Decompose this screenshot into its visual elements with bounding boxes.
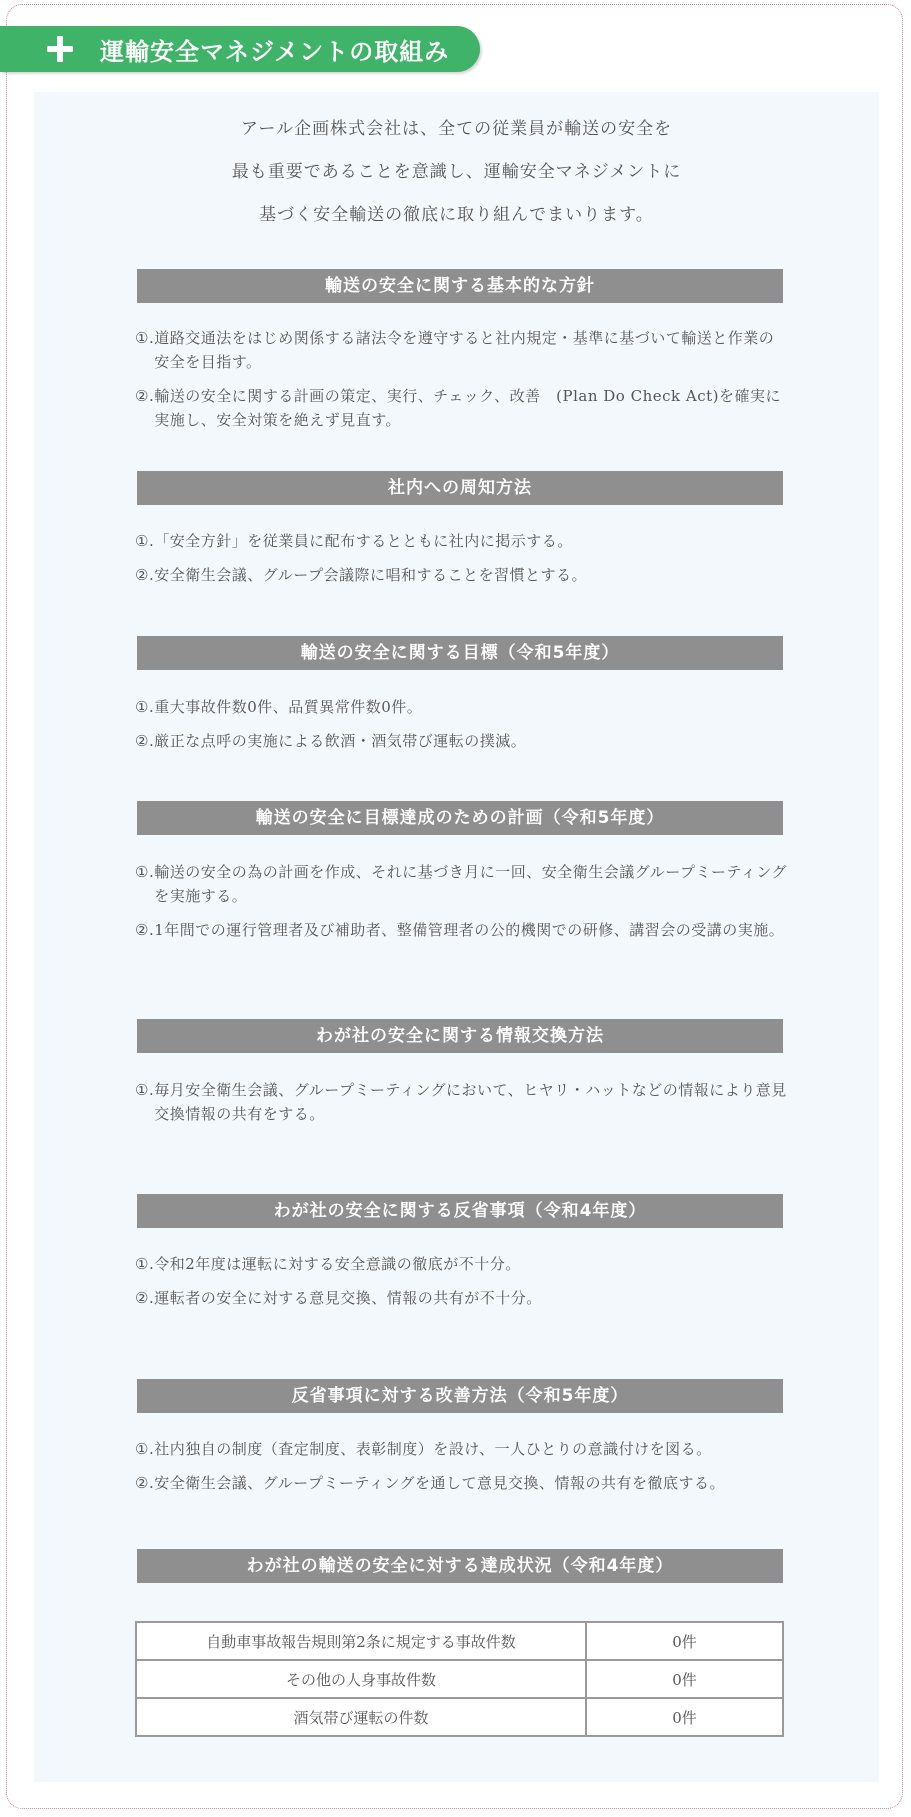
item-number: ①. [135,1081,155,1099]
section-heading: 社内への周知方法 [137,471,783,505]
item-number: ②. [135,732,155,750]
item-text: 運転者の安全に対する意見交換、情報の共有が不十分。 [154,1289,542,1307]
item-number: ①. [135,1255,155,1273]
list-item [135,384,789,432]
item-text: 道路交通法をはじめ関係する諸法令を遵守すると社内規定・基準に基づいて輸送と作業の安全を目指す。 [154,329,775,371]
section-heading: 輸送の安全に目標達成のための計画（令和5年度） [137,801,783,835]
list-item [135,1252,789,1276]
item-number: ②. [135,1474,155,1492]
list-item [135,729,789,753]
section-item-list [135,1437,789,1505]
section-title-tab [0,26,480,72]
item-text: 輸送の安全に関する計画の策定、実行、チェック、改善 (Plan Do Check Act)を確実に実施し、安全対策を絶えず見直す。 [154,387,781,429]
list-item [135,1437,789,1461]
table-cell-value: 0件 [586,1622,783,1660]
section-heading: わが社の安全に関する反省事項（令和4年度） [137,1194,783,1228]
list-item [135,1286,789,1310]
intro-statement [34,108,879,237]
section-item-list [135,1252,789,1320]
list-item [135,918,789,942]
item-number: ②. [135,1289,155,1307]
item-text: 重大事故件数0件、品質異常件数0件。 [154,698,423,716]
intro-line: アール企画株式会社は、全ての従業員が輸送の安全を [240,119,673,139]
table-cell-label: 酒気帯び運転の件数 [136,1698,586,1736]
table-row [136,1698,783,1736]
section-item-list [135,1078,789,1136]
table-row [136,1622,783,1660]
section-item-list [135,529,789,597]
item-number: ①. [135,863,155,881]
item-number: ①. [135,698,155,716]
list-item [135,695,789,719]
table-cell-value: 0件 [586,1660,783,1698]
item-text: 安全衛生会議、グループミーティングを通して意見交換、情報の共有を徹底する。 [154,1474,726,1492]
item-number: ②. [135,387,155,405]
section-heading: 輸送の安全に関する目標（令和5年度） [137,636,783,670]
section-item-list [135,695,789,763]
list-item [135,860,789,908]
page-title: 運輸安全マネジメントの取組み [100,37,450,66]
section-item-list [135,326,789,442]
item-text: 毎月安全衛生会議、グループミーティングにおいて、ヒヤリ・ハットなどの情報により意見交換情報の共有をする。 [154,1081,787,1123]
list-item [135,529,789,553]
item-number: ②. [135,566,155,584]
table-cell-label: 自動車事故報告規則第2条に規定する事故件数 [136,1622,586,1660]
table-row [136,1660,783,1698]
intro-line: 最も重要であることを意識し、運輸安全マネジメントに [231,162,682,182]
plus-icon [46,35,74,63]
item-text: 安全衛生会議、グループ会議際に唱和することを習慣とする。 [154,566,588,584]
item-text: 輸送の安全の為の計画を作成、それに基づき月に一回、安全衛生会議グループミーティングを実施する。 [154,863,788,905]
list-item [135,326,789,374]
list-item [135,563,789,587]
item-text: 厳正な点呼の実施による飲酒・酒気帯び運転の撲滅。 [154,732,527,750]
table-cell-label: その他の人身事故件数 [136,1660,586,1698]
item-text: 「安全方針」を従業員に配布するとともに社内に掲示する。 [154,532,573,550]
item-number: ②. [135,921,155,939]
achievement-table [135,1621,784,1737]
item-text: 令和2年度は運転に対する安全意識の徹底が不十分。 [154,1255,521,1273]
section-heading: わが社の輸送の安全に対する達成状況（令和4年度） [137,1549,783,1583]
section-heading: 反省事項に対する改善方法（令和5年度） [137,1379,783,1413]
section-heading: わが社の安全に関する情報交換方法 [137,1019,783,1053]
item-number: ①. [135,532,155,550]
item-number: ①. [135,1440,155,1458]
intro-line: 基づく安全輸送の徹底に取り組んでまいります。 [259,205,654,225]
section-item-list [135,860,789,952]
list-item [135,1471,789,1495]
item-text: 社内独自の制度（査定制度、表彰制度）を設け、一人ひとりの意識付けを図る。 [154,1440,712,1458]
section-heading: 輸送の安全に関する基本的な方針 [137,269,783,303]
list-item [135,1078,789,1126]
item-number: ①. [135,329,155,347]
item-text: 1年間での運行管理者及び補助者、整備管理者の公的機関での研修、講習会の受講の実施。 [154,921,785,939]
table-cell-value: 0件 [586,1698,783,1736]
